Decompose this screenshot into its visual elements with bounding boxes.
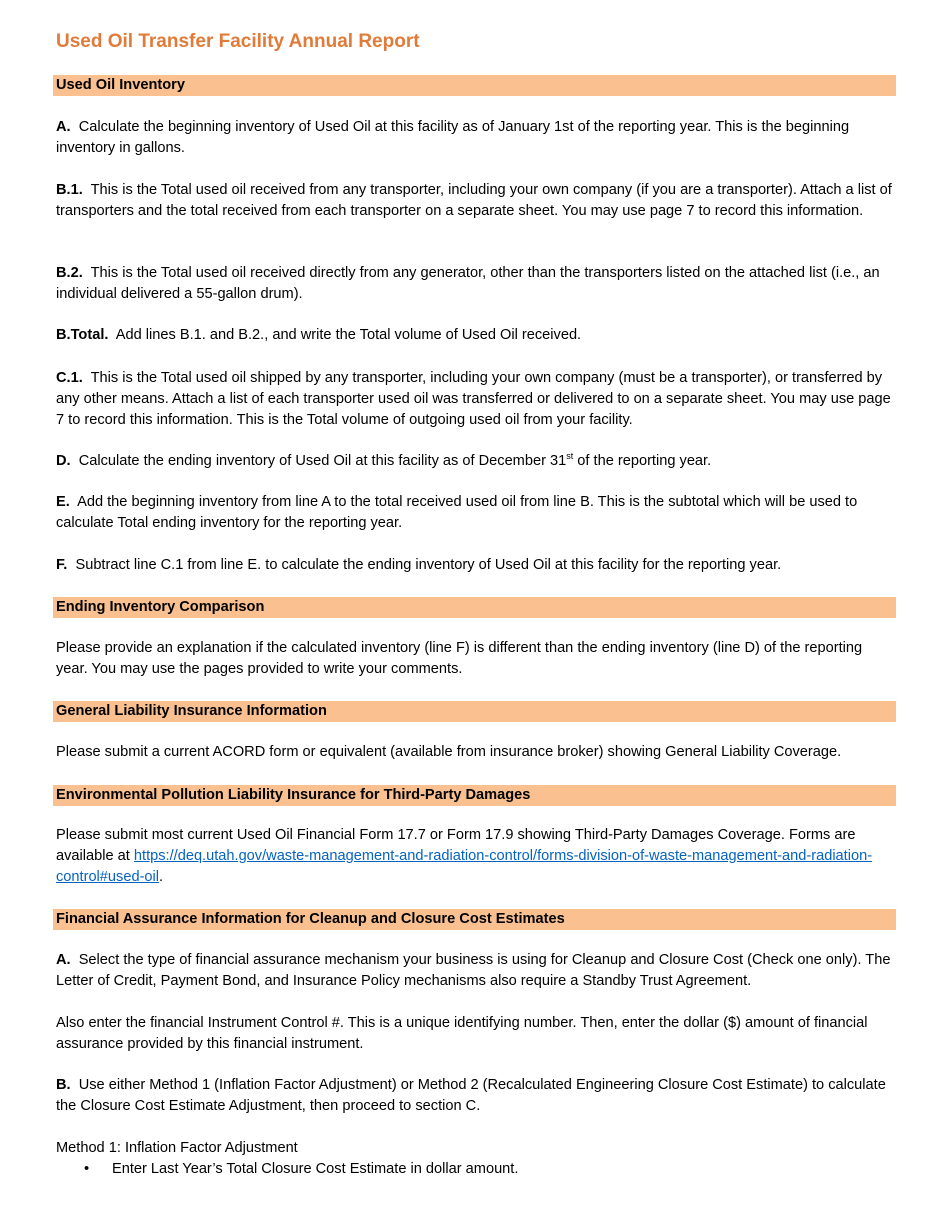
line-label: A. [56, 952, 71, 968]
paragraph-financial-a [56, 950, 896, 992]
line-label: A. [56, 119, 71, 135]
line-text: Add lines B.1. and B.2., and write the Total volume of Used Oil received. [115, 327, 582, 343]
paragraph-control-number: Also enter the financial Instrument Control #. This is a unique identifying number. Then, enter the dollar ($) amount of financial assurance provided by this financial instrument. [56, 1015, 868, 1052]
line-text: Subtract line C.1 from line E. to calculate the ending inventory of Used Oil at this facility for the reporting year. [75, 557, 782, 573]
line-text: Calculate the beginning inventory of Used Oil at this facility as of January 1st of the reporting year. This is the beginning inventory in gallons. [56, 119, 850, 156]
paragraph-comparison: Please provide an explanation if the calculated inventory (line F) is different than the ending inventory (line D) of the reporting year. You may use the pages provided to write your comments. [56, 640, 863, 677]
line-label: E. [56, 494, 70, 510]
line-text: This is the Total used oil received from any transporter, including your own company (if you are a transporter). Attach a list of transporters and the total received from each transporter on a separate sheet. You may use page 7 to record this information. [56, 182, 892, 219]
line-label: B. [56, 1077, 71, 1093]
section-header-used-oil-inventory [53, 75, 896, 96]
section-title: Environmental Pollution Liability Insurance for Third-Party Damages [56, 787, 531, 803]
line-label: D. [56, 453, 71, 469]
line-text: Add the beginning inventory from line A to the total received used oil from line B. This is the subtotal which will be used to calculate Total ending inventory for the reporting year. [56, 494, 858, 531]
line-text: Use either Method 1 (Inflation Factor Adjustment) or Method 2 (Recalculated Engineering Closure Cost Estimate) to calculate the Closure Cost Estimate Adjustment, then proceed to section C. [56, 1077, 886, 1114]
section-header-pollution-liability [53, 785, 896, 806]
paragraph-line-a [56, 117, 896, 159]
paragraph-pollution [56, 825, 896, 888]
section-title: Financial Assurance Information for Cleanup and Closure Cost Estimates [56, 911, 565, 927]
bullet-icon: • [84, 1161, 90, 1177]
line-label: C.1. [56, 370, 83, 386]
ordinal-suffix: st [566, 451, 574, 462]
section-title: Used Oil Inventory [56, 77, 185, 93]
paragraph-line-f [56, 555, 896, 576]
section-title: Ending Inventory Comparison [56, 599, 265, 615]
paragraph-financial-b [56, 1075, 896, 1117]
paragraph-line-b2 [56, 263, 896, 305]
section-header-financial-assurance [53, 909, 896, 930]
line-text-end: of the reporting year. [577, 453, 712, 469]
paragraph-liability: Please submit a current ACORD form or equivalent (available from insurance broker) showing General Liability Coverage. [56, 744, 842, 760]
page-title: Used Oil Transfer Facility Annual Report [56, 31, 420, 52]
forms-link[interactable]: https://deq.utah.gov/waste-management-and-radiation-control/forms-division-of-waste-management-and-radiation-control#used-oil [56, 848, 873, 885]
line-text: This is the Total used oil shipped by any transporter, including your own company (must be a transporter), or transferred by any other means. Attach a list of each transporter used oil was transferred or delivered to on a separate sheet. You may use page 7 to record this information. This is the Total volume of outgoing used oil from your facility. [56, 370, 891, 428]
line-text: Select the type of financial assurance mechanism your business is using for Cleanup and Closure Cost (Check one only). The Letter of Credit, Payment Bond, and Insurance Policy mechanisms also require a Standby Trust Agreement. [56, 952, 891, 989]
line-text: This is the Total used oil received directly from any generator, other than the transporters listed on the attached list (i.e., an individual delivered a 55-gallon drum). [56, 265, 880, 302]
method1-heading: Method 1: Inflation Factor Adjustment [56, 1140, 298, 1156]
section-title: General Liability Insurance Information [56, 703, 327, 719]
paragraph-line-d [56, 451, 896, 472]
pollution-text: Please submit most current Used Oil Financial Form 17.7 or Form 17.9 showing Third-Party Damages Coverage. Forms are available at [56, 827, 856, 864]
link-period: . [159, 869, 164, 885]
list-item [84, 1159, 884, 1180]
section-header-ending-inventory-comparison [53, 597, 896, 618]
line-label: B.Total. [56, 327, 109, 343]
section-header-general-liability [53, 701, 896, 722]
paragraph-line-b1 [56, 180, 896, 222]
line-label: B.2. [56, 265, 83, 281]
line-label: F. [56, 557, 68, 573]
paragraph-line-c1 [56, 368, 896, 431]
list-item-text: Enter Last Year’s Total Closure Cost Estimate in dollar amount. [112, 1161, 519, 1177]
paragraph-line-e [56, 492, 896, 534]
line-text: Calculate the ending inventory of Used Oil at this facility as of December 31 [78, 453, 567, 469]
line-label: B.1. [56, 182, 83, 198]
paragraph-line-b-total [56, 325, 896, 346]
